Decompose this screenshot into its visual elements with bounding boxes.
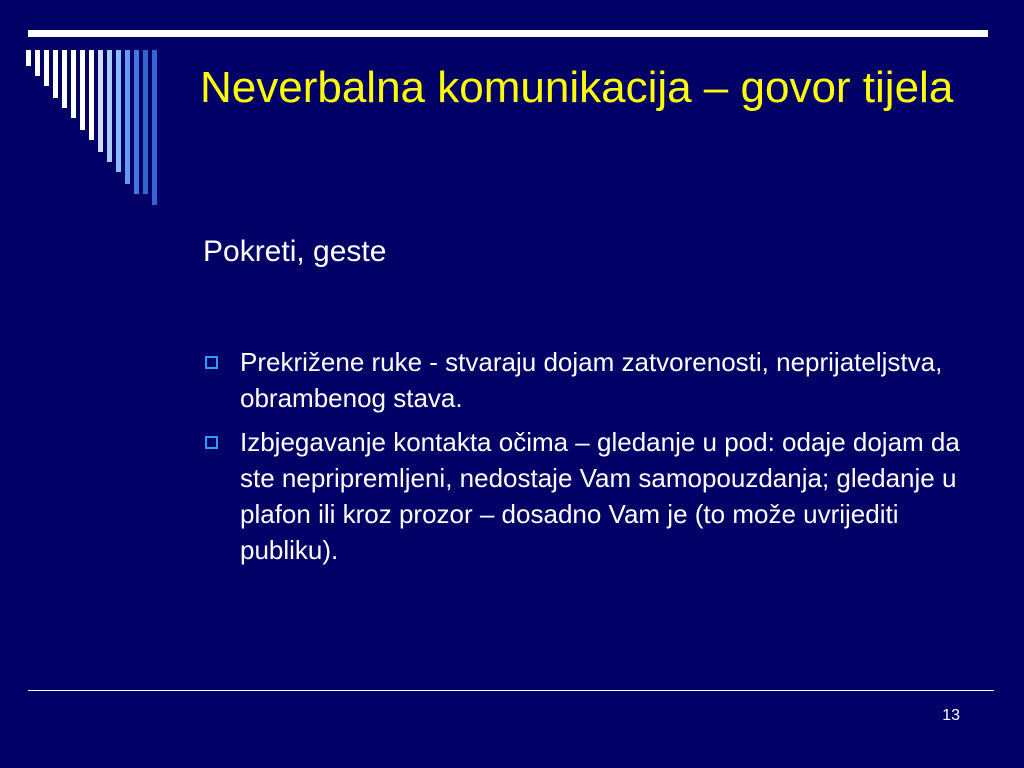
bullet-item xyxy=(203,344,963,416)
vertical-stripes-icon xyxy=(0,0,180,220)
slide-subtitle: Pokreti, geste xyxy=(203,235,387,268)
bullet-text: Izbjegavanje kontakta očima – gledanje u pod: odaje dojam da ste nepripremljeni, nedostaje Vam samopouzdanja; gledanje u plafon ili kroz prozor – dosadno Vam je (to može uvrijediti publiku). xyxy=(240,427,960,565)
slide-title: Neverbalna komunikacija – govor tijela xyxy=(200,63,954,112)
bottom-rule xyxy=(28,690,994,691)
hollow-square-icon xyxy=(205,436,218,449)
bullet-text: Prekrižene ruke - stvaraju dojam zatvorenosti, neprijateljstva, obrambenog stava. xyxy=(240,347,943,413)
hollow-square-icon xyxy=(205,356,218,369)
bullet-item xyxy=(203,424,963,568)
page-number: 13 xyxy=(942,707,960,724)
bullet-list xyxy=(203,344,963,576)
